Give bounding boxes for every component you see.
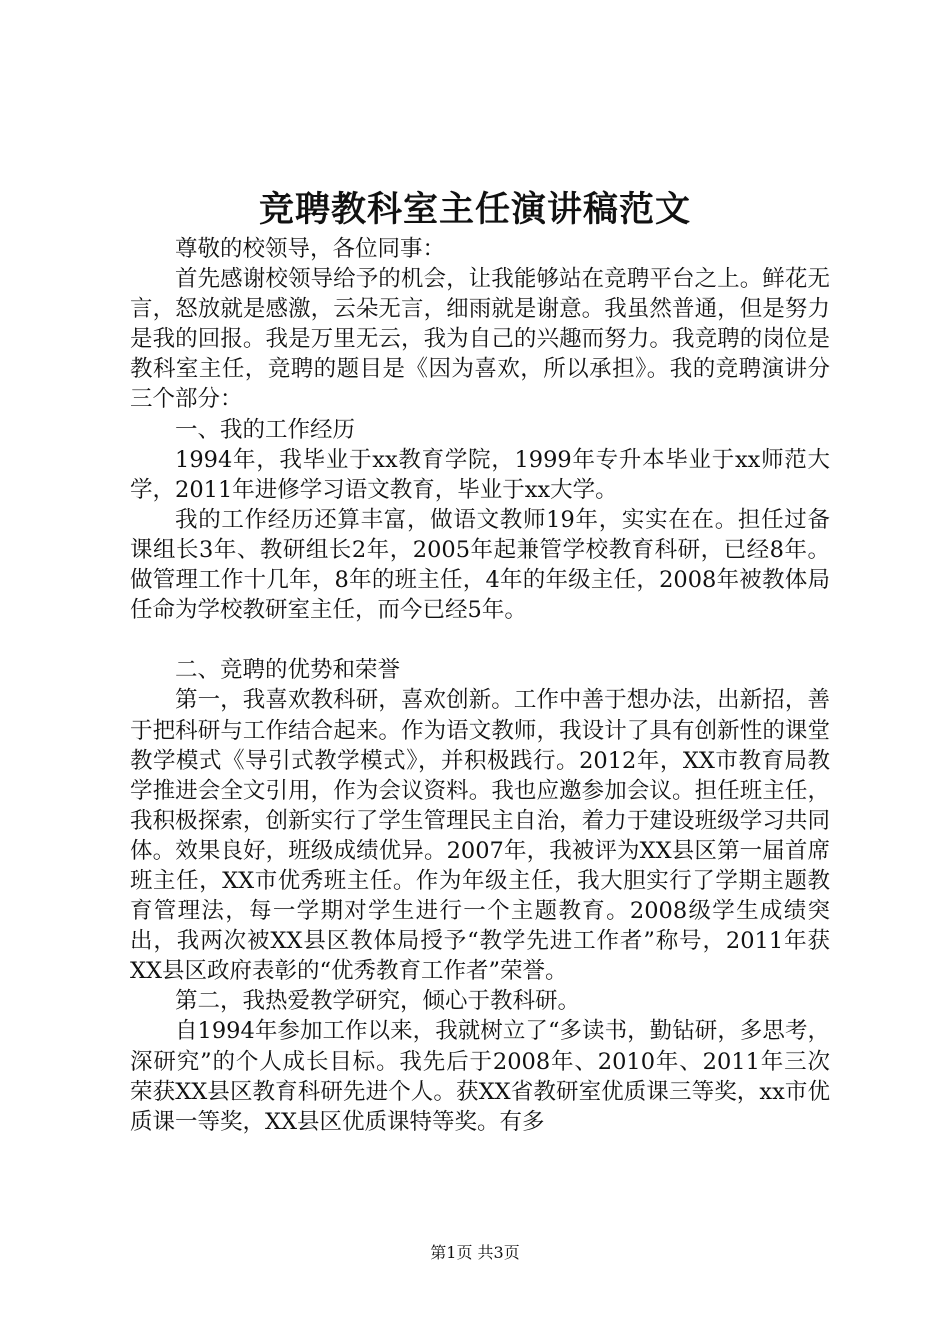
document-title: 竞聘教科室主任演讲稿范文 xyxy=(258,189,691,230)
section-heading-work-experience: 一、我的工作经历 xyxy=(175,416,356,443)
document-body xyxy=(130,234,830,1137)
salutation: 尊敬的校领导，各位同事： xyxy=(175,236,446,262)
section-heading-advantages: 二、竞聘的优势和荣誉 xyxy=(175,657,401,684)
work-experience-paragraph: 我的工作经历还算丰富，做语文教师19年，实实在在。担任过备课组长3年、教研组长2年，2005年起兼管学校教育科研，已经8年。做管理工作十几年，8年的班主任，4年的年级主任，2008年被教体局任命为学校教研室主任，而今已经5年。 xyxy=(130,506,830,624)
research-paragraph: 自1994年参加工作以来，我就树立了“多读书，勤钻研，多思考，深研究”的个人成长目标。我先后于2008年、2010年、2011年三次荣获XX县区教育科研先进个人。获XX省教研室优质课三等奖，xx市优质课一等奖，XX县区优质课特等奖。有多 xyxy=(130,1018,830,1135)
intro-paragraph: 首先感谢校领导给予的机会，让我能够站在竞聘平台之上。鲜花无言，怒放就是感激，云朵无言，细雨就是谢意。我虽然普通，但是努力是我的回报。我是万里无云，我为自己的兴趣而努力。我竞聘的岗位是教科室主任，竞聘的题目是《因为喜欢，所以承担》。我的竞聘演讲分三个部分： xyxy=(130,266,830,413)
first-advantage-paragraph: 第一，我喜欢教科研，喜欢创新。工作中善于想办法，出新招，善于把科研与工作结合起来。作为语文教师，我设计了具有创新性的课堂教学模式《导引式教学模式》，并积极践行。2012年，XX市教育局教学推进会全文引用，作为会议资料。我也应邀参加会议。担任班主任，我积极探索，创新实行了学生管理民主自治，着力于建设班级学习共同体。效果良好，班级成绩优异。2007年，我被评为XX县区第一届首席班主任，XX市优秀班主任。作为年级主任，我大胆实行了学期主题教育管理法，每一学期对学生进行一个主题教育。2008级学生成绩突出，我两次被XX县区教体局授予“教学先进工作者”称号，2011年获XX县区政府表彰的“优秀教育工作者”荣誉。 xyxy=(130,687,830,985)
second-advantage-heading: 第二，我热爱教学研究，倾心于教科研。 xyxy=(175,988,581,1015)
page-footer: 第1页 共3页 xyxy=(430,1243,520,1262)
education-paragraph: 1994年，我毕业于xx教育学院，1999年专升本毕业于xx师范大学，2011年进修学习语文教育，毕业于xx大学。 xyxy=(130,446,830,503)
paragraph-gap xyxy=(130,625,830,655)
